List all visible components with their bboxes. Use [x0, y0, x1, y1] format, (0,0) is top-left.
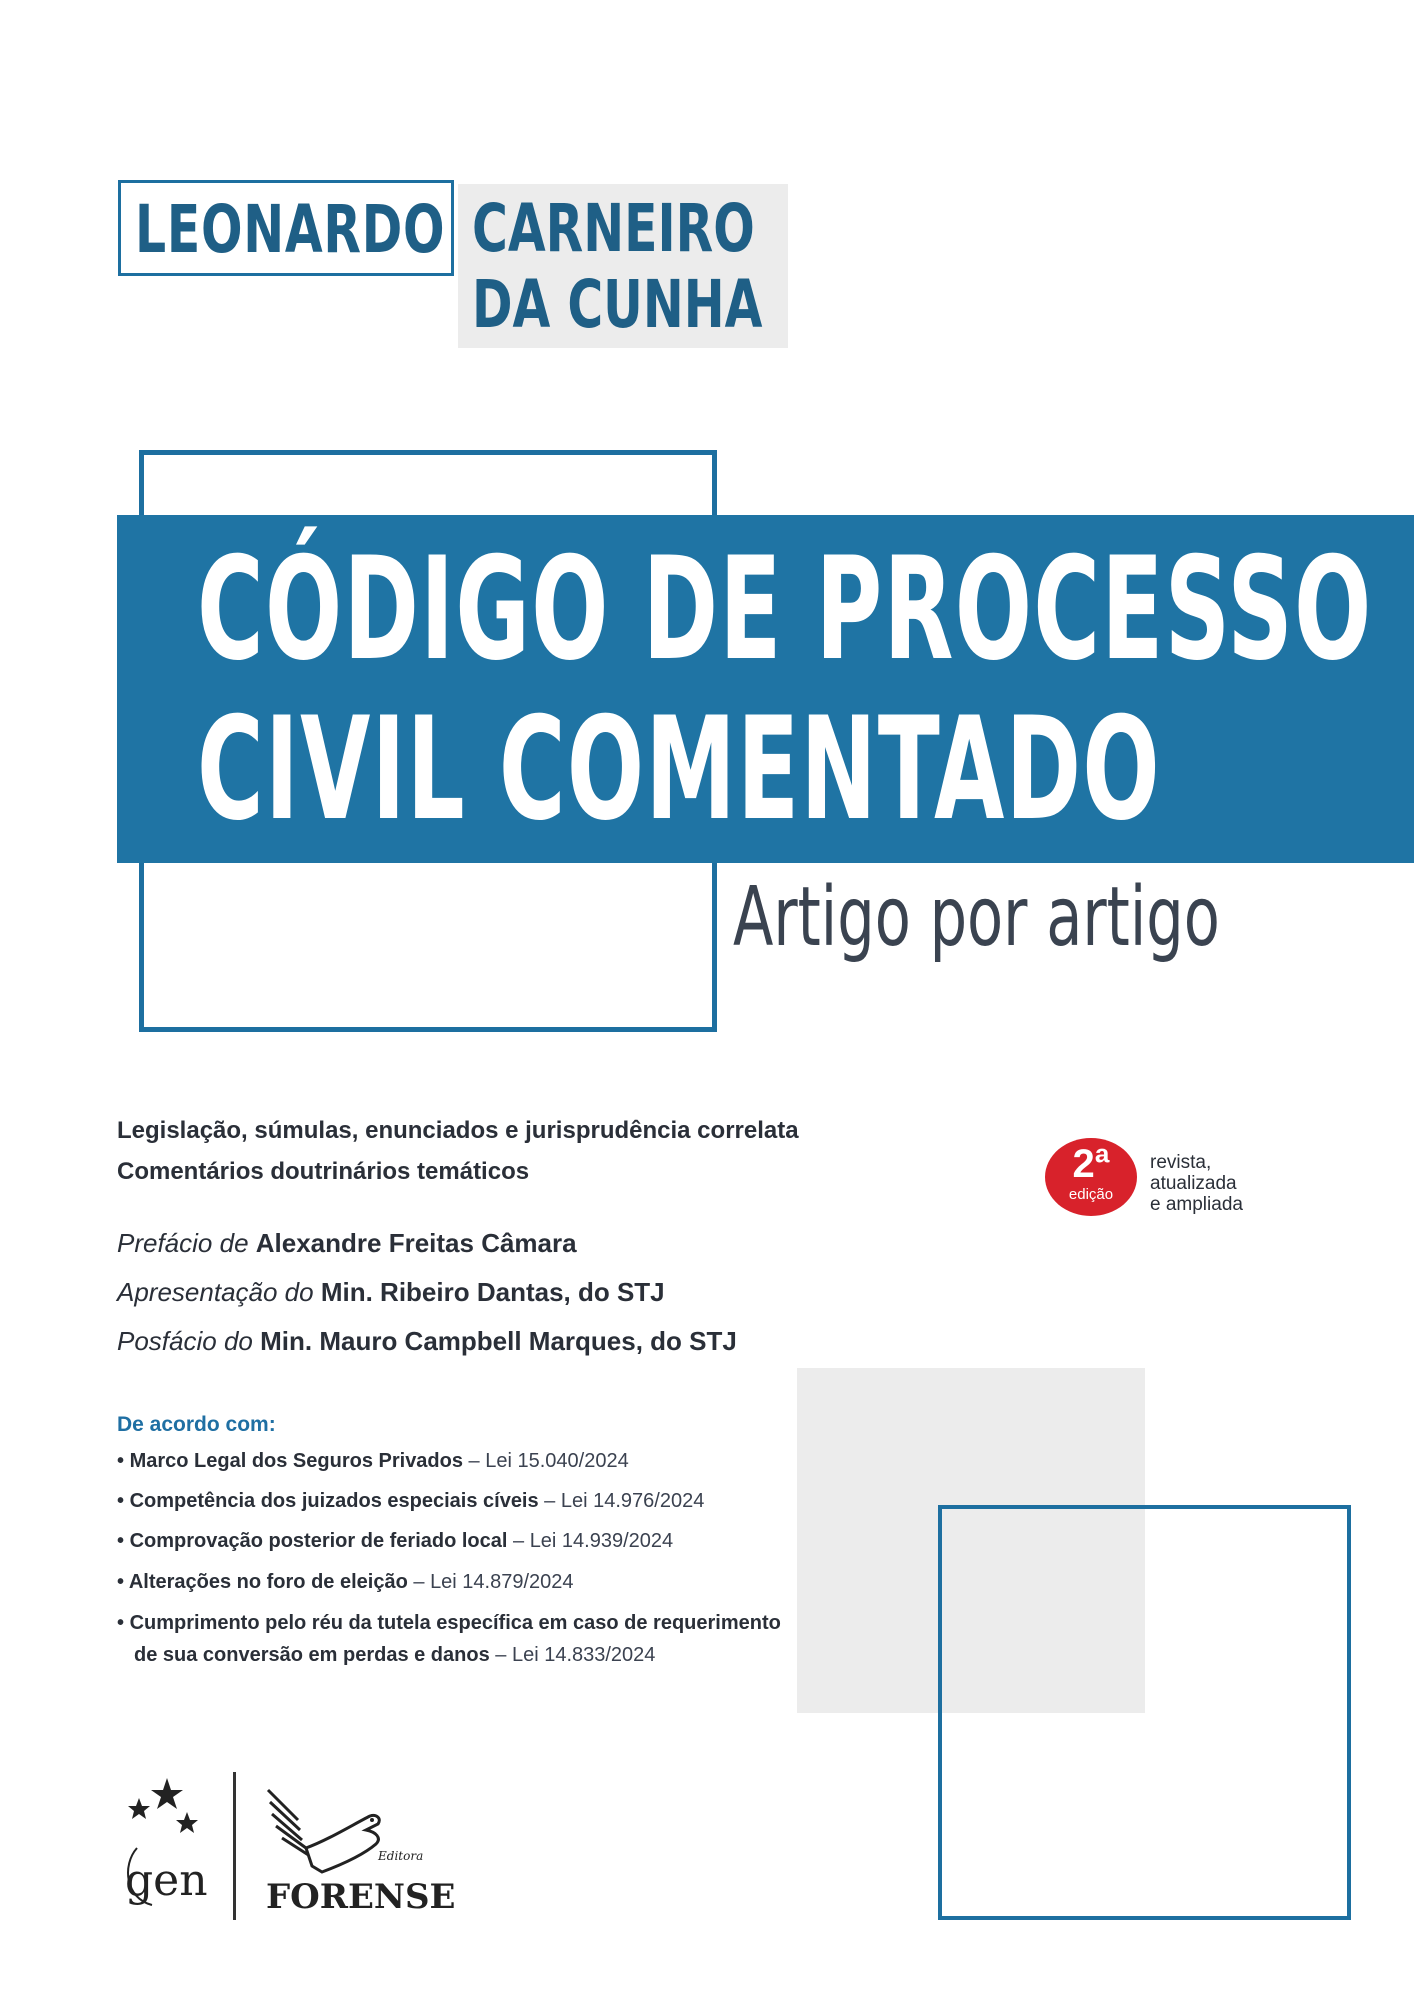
list-item-law: Lei 15.040/2024 — [485, 1450, 629, 1472]
credit-afterword — [117, 1326, 737, 1357]
credit-preface — [117, 1228, 577, 1259]
list-item-law: Lei 14.879/2024 — [430, 1571, 574, 1593]
credit-role: Posfácio do — [117, 1326, 253, 1356]
credit-name: Min. Mauro Campbell Marques, do STJ — [260, 1326, 737, 1356]
description-line1: Legislação, súmulas, enunciados e jurisprudência correlata — [117, 1117, 799, 1144]
author-last-name-line1: CARNEIRO — [472, 190, 755, 267]
list-item: • Marco Legal dos Seguros Privados – Lei 15.040/2024 — [117, 1450, 629, 1472]
list-item-topic: Competência dos juizados especiais cíveis — [129, 1490, 539, 1512]
list-item: • Competência dos juizados especiais cíveis – Lei 14.976/2024 — [117, 1490, 705, 1512]
edition-note: e ampliada — [1150, 1194, 1243, 1215]
book-title-line2: CIVIL COMENTADO — [197, 687, 1161, 852]
compliance-heading: De acordo com: — [117, 1413, 276, 1436]
list-item: • Cumprimento pelo réu da tutela específica em caso de requerimento — [117, 1612, 781, 1634]
edition-notes — [1150, 1152, 1243, 1215]
title-band — [117, 515, 1414, 863]
forense-logo — [258, 1780, 456, 1920]
forense-wordmark: FORENSE — [266, 1877, 456, 1917]
credit-name: Min. Ribeiro Dantas, do STJ — [320, 1277, 665, 1307]
credit-role: Prefácio de — [117, 1228, 249, 1258]
credit-presentation — [117, 1277, 665, 1308]
edition-note: atualizada — [1150, 1173, 1237, 1194]
list-item-law: Lei 14.939/2024 — [529, 1530, 674, 1552]
list-item: • Alterações no foro de eleição – Lei 14.879/2024 — [117, 1571, 574, 1593]
logo-divider — [233, 1772, 236, 1920]
author-last-name-line2: DA CUNHA — [472, 266, 763, 343]
list-item-topic: Cumprimento pelo réu da tutela específica em caso de requerimento — [129, 1612, 781, 1634]
gen-logo — [117, 1770, 217, 1920]
list-item-topic: Alterações no foro de eleição — [128, 1571, 408, 1593]
decorative-blue-square — [938, 1505, 1351, 1920]
list-item-law: Lei 14.976/2024 — [560, 1490, 705, 1512]
stars-icon — [117, 1770, 217, 1920]
list-item-law: Lei 14.833/2024 — [511, 1644, 656, 1666]
list-item-topic: Comprovação posterior de feriado local — [129, 1530, 508, 1552]
author-first-name-box — [118, 180, 454, 276]
list-item-continuation: de sua conversão em perdas e danos – Lei 14.833/2024 — [134, 1644, 656, 1666]
edition-label: edição — [1068, 1186, 1114, 1203]
forense-small-label: Editora — [378, 1849, 424, 1863]
edition-number: 2ª — [1072, 1142, 1110, 1186]
credit-name: Alexandre Freitas Câmara — [255, 1228, 577, 1258]
gen-wordmark: gen — [125, 1855, 208, 1906]
edition-badge — [1045, 1138, 1137, 1216]
eagle-icon — [258, 1780, 456, 1920]
edition-note: revista, — [1150, 1152, 1212, 1173]
book-title-line1: CÓDIGO DE PROCESSO — [197, 527, 1373, 692]
list-item: • Comprovação posterior de feriado local – Lei 14.939/2024 — [117, 1530, 674, 1552]
list-item-topic: de sua conversão em perdas e danos — [134, 1644, 490, 1666]
list-item-topic: Marco Legal dos Seguros Privados — [129, 1450, 463, 1472]
description-line2: Comentários doutrinários temáticos — [117, 1158, 530, 1185]
book-subtitle: Artigo por artigo — [733, 870, 1220, 965]
author-first-name: LEONARDO — [135, 191, 446, 268]
credit-role: Apresentação do — [117, 1277, 314, 1307]
author-last-name-box — [458, 184, 788, 348]
